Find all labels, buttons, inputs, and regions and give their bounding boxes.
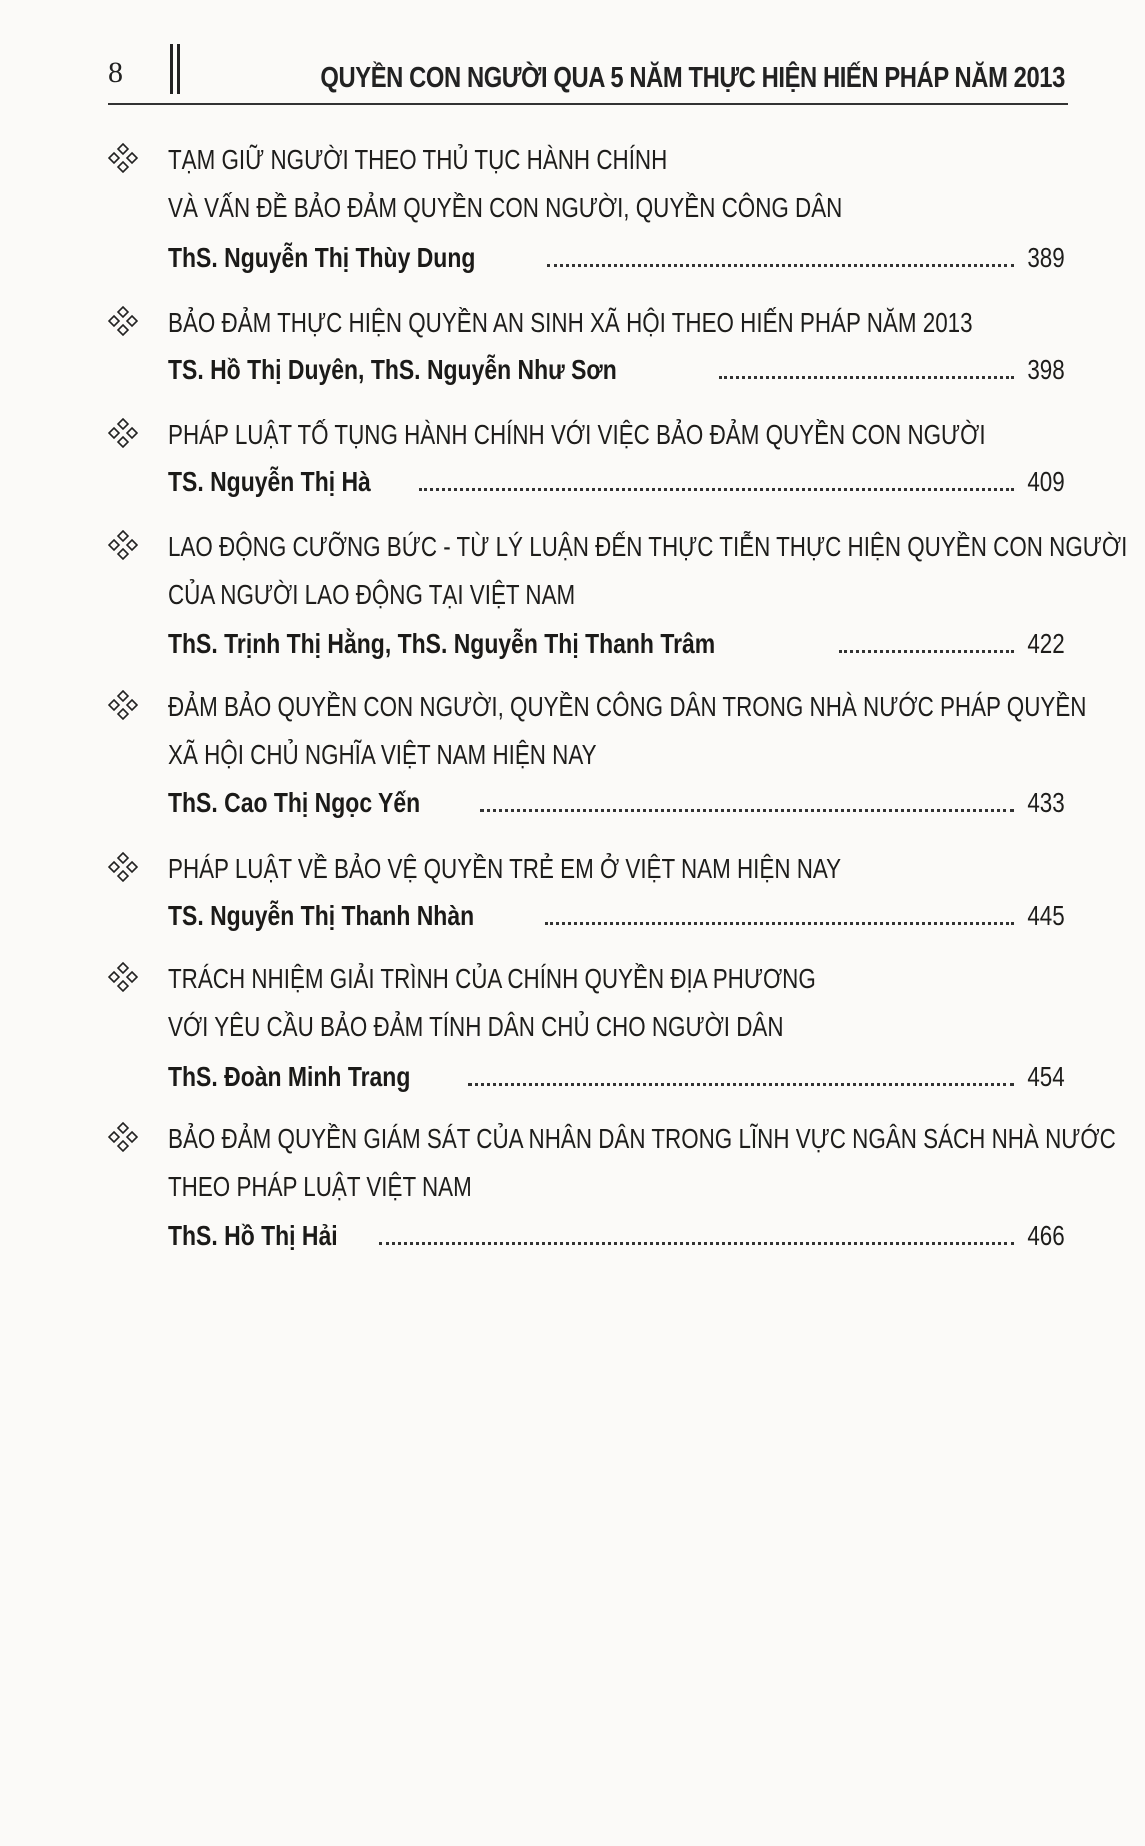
entry-author-row bbox=[168, 1218, 1065, 1254]
dot-leader bbox=[545, 922, 1014, 925]
header-divider-bars bbox=[170, 44, 180, 94]
diamond-bullet-icon bbox=[108, 962, 138, 992]
entry-title-line: TRÁCH NHIỆM GIẢI TRÌNH CỦA CHÍNH QUYỀN ĐỊA PHƯƠNG bbox=[168, 963, 816, 994]
entry-author-row bbox=[168, 898, 1065, 934]
entry-author: ThS. Nguyễn Thị Thùy Dung bbox=[168, 242, 476, 273]
entry-author: ThS. Đoàn Minh Trang bbox=[168, 1061, 411, 1092]
entry-title-line: BẢO ĐẢM THỰC HIỆN QUYỀN AN SINH XÃ HỘI THEO HIẾN PHÁP NĂM 2013 bbox=[168, 307, 973, 338]
diamond-bullet-icon bbox=[108, 852, 138, 882]
dot-leader bbox=[480, 809, 1015, 812]
entry-title-line: THEO PHÁP LUẬT VIỆT NAM bbox=[168, 1171, 472, 1202]
diamond-bullet-icon bbox=[108, 530, 138, 560]
dot-leader bbox=[547, 264, 1014, 267]
entry-page-number: 409 bbox=[1027, 466, 1065, 497]
entry-author-row bbox=[168, 464, 1065, 500]
entry-page-number: 389 bbox=[1027, 242, 1065, 273]
entry-title-line: VÀ VẤN ĐỀ BẢO ĐẢM QUYỀN CON NGƯỜI, QUYỀN CÔNG DÂN bbox=[168, 192, 843, 223]
entry-title-line: PHÁP LUẬT VỀ BẢO VỆ QUYỀN TRẺ EM Ở VIỆT NAM HIỆN NAY bbox=[168, 853, 842, 884]
entry-author: ThS. Trịnh Thị Hằng, ThS. Nguyễn Thị Thanh Trâm bbox=[168, 628, 716, 659]
entry-page-number: 445 bbox=[1027, 900, 1065, 931]
dot-leader bbox=[379, 1242, 1014, 1245]
entry-title-line: PHÁP LUẬT TỐ TỤNG HÀNH CHÍNH VỚI VIỆC BẢO ĐẢM QUYỀN CON NGƯỜI bbox=[168, 419, 986, 450]
entry-page-number: 422 bbox=[1027, 628, 1065, 659]
entry-page-number: 466 bbox=[1027, 1220, 1065, 1251]
entry-page-number: 433 bbox=[1027, 787, 1065, 818]
entry-page-number: 398 bbox=[1027, 354, 1065, 385]
entry-page-number: 454 bbox=[1027, 1061, 1065, 1092]
entry-title-line: CỦA NGƯỜI LAO ĐỘNG TẠI VIỆT NAM bbox=[168, 579, 576, 610]
entry-author: TS. Nguyễn Thị Hà bbox=[168, 466, 371, 497]
entry-author: TS. Hồ Thị Duyên, ThS. Nguyễn Như Sơn bbox=[168, 354, 617, 385]
entry-author: ThS. Hồ Thị Hải bbox=[168, 1220, 338, 1251]
entry-title-line: ĐẢM BẢO QUYỀN CON NGƯỜI, QUYỀN CÔNG DÂN TRONG NHÀ NƯỚC PHÁP QUYỀN bbox=[168, 691, 1087, 722]
entry-title-line: TẠM GIỮ NGƯỜI THEO THỦ TỤC HÀNH CHÍNH bbox=[168, 144, 668, 175]
entry-title-line: XÃ HỘI CHỦ NGHĨA VIỆT NAM HIỆN NAY bbox=[168, 739, 597, 770]
dot-leader bbox=[419, 488, 1014, 491]
dot-leader bbox=[839, 650, 1014, 653]
entry-author-row bbox=[168, 352, 1065, 388]
running-title: QUYỀN CON NGƯỜI QUA 5 NĂM THỰC HIỆN HIẾN PHÁP NĂM 2013 bbox=[320, 62, 1065, 94]
diamond-bullet-icon bbox=[108, 690, 138, 720]
diamond-bullet-icon bbox=[108, 143, 138, 173]
diamond-bullet-icon bbox=[108, 418, 138, 448]
header-rule bbox=[108, 103, 1068, 105]
entry-title-line: LAO ĐỘNG CƯỠNG BỨC - TỪ LÝ LUẬN ĐẾN THỰC TIỄN THỰC HIỆN QUYỀN CON NGƯỜI bbox=[168, 531, 1128, 562]
entry-author-row bbox=[168, 626, 1065, 662]
entry-author-row bbox=[168, 240, 1065, 276]
page-number: 8 bbox=[108, 56, 123, 89]
entry-title-line: BẢO ĐẢM QUYỀN GIÁM SÁT CỦA NHÂN DÂN TRONG LĨNH VỰC NGÂN SÁCH NHÀ NƯỚC bbox=[168, 1123, 1116, 1154]
dot-leader bbox=[468, 1083, 1015, 1086]
diamond-bullet-icon bbox=[108, 306, 138, 336]
diamond-bullet-icon bbox=[108, 1122, 138, 1152]
entry-title-line: VỚI YÊU CẦU BẢO ĐẢM TÍNH DÂN CHỦ CHO NGƯỜI DÂN bbox=[168, 1011, 784, 1042]
entry-author-row bbox=[168, 1059, 1065, 1095]
entry-author: TS. Nguyễn Thị Thanh Nhàn bbox=[168, 900, 475, 931]
dot-leader bbox=[719, 376, 1014, 379]
entry-author: ThS. Cao Thị Ngọc Yến bbox=[168, 787, 421, 818]
entry-author-row bbox=[168, 785, 1065, 821]
